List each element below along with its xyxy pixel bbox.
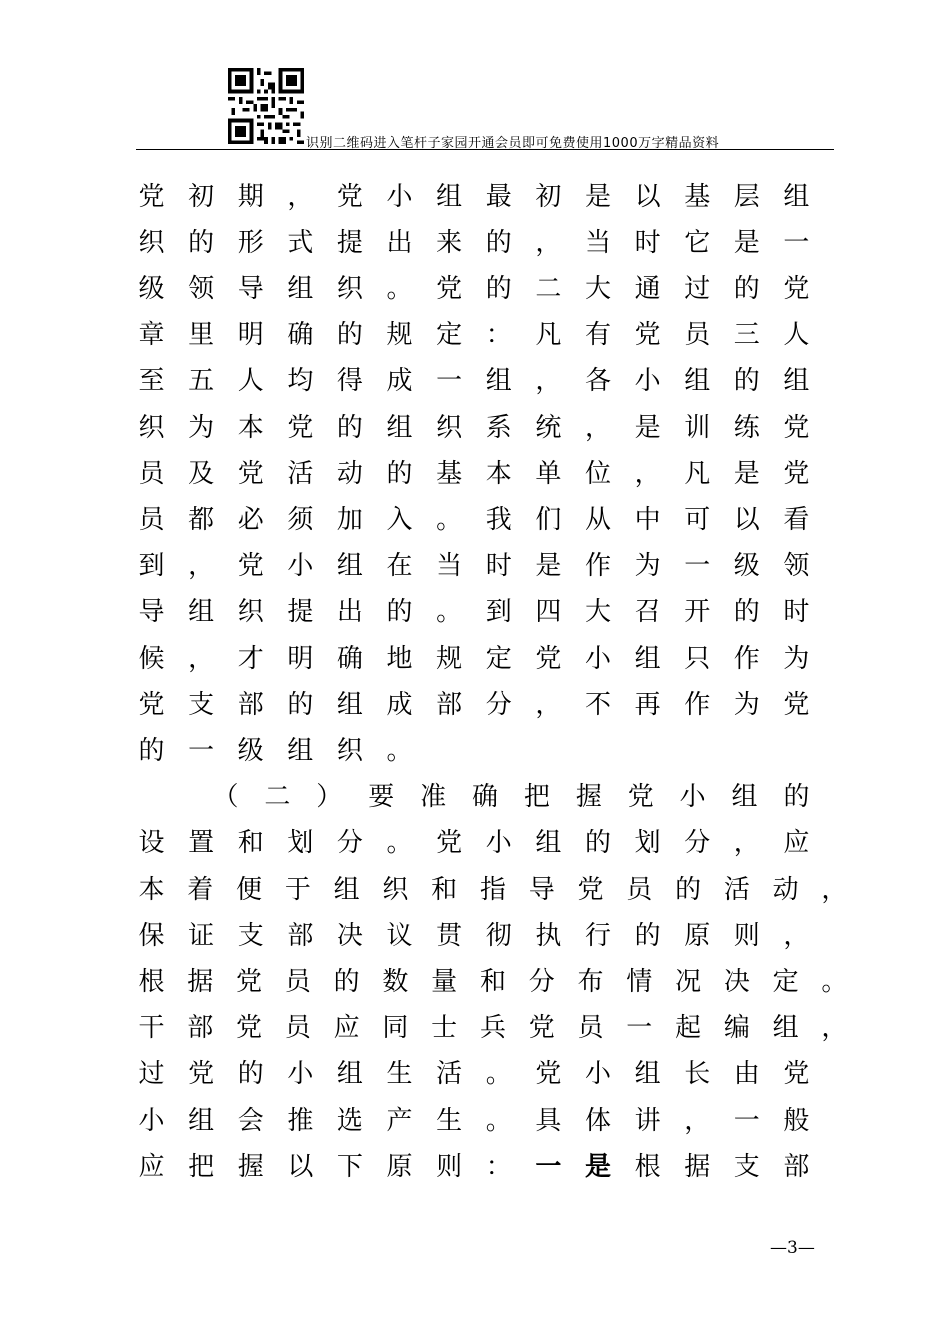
- text-line: 导 组 织 提 出 的 。 到 四 大 召 开 的 时: [138, 597, 810, 628]
- text-line: 章 里 明 确 的 规 定 ： 凡 有 党 员 三 人: [138, 320, 810, 351]
- text-line: 员 及 党 活 动 的 基 本 单 位 ， 凡 是 党: [138, 458, 810, 489]
- text-line: 织 为 本 党 的 组 织 系 统 ， 是 训 练 党: [138, 412, 810, 443]
- text-line: 应 把 握 以 下 原 则 ： 一 是 根 据 支 部: [138, 1151, 810, 1182]
- text-line: 过 党 的 小 组 生 活 。 党 小 组 长 由 党: [138, 1059, 810, 1090]
- text-line: 小 组 会 推 选 产 生 。 具 体 讲 ， 一 般: [138, 1105, 810, 1136]
- text-line: （ 二 ） 要 准 确 把 握 党 小 组 的: [212, 782, 810, 813]
- text-line: 党 支 部 的 组 成 部 分 ， 不 再 作 为 党: [138, 689, 810, 720]
- text-line: 本 着 便 于 组 织 和 指 导 党 员 的 活 动 ，: [138, 874, 848, 905]
- text-line: 的 一 级 组 织 。: [138, 735, 413, 766]
- text-line: 设 置 和 划 分 。 党 小 组 的 划 分 ， 应: [138, 828, 810, 859]
- page-number: —3—: [770, 1238, 815, 1258]
- text-line: 到 ， 党 小 组 在 当 时 是 作 为 一 级 领: [138, 551, 810, 582]
- text-line: 根 据 党 员 的 数 量 和 分 布 情 况 决 定 。: [138, 966, 848, 997]
- text-line: 干 部 党 员 应 同 士 兵 党 员 一 起 编 组 ，: [138, 1013, 848, 1044]
- text-line: 织 的 形 式 提 出 来 的 ， 当 时 它 是 一: [138, 227, 810, 258]
- header-promo-text: 识别二维码进入笔杆子家园开通会员即可免费使用1000万字精品资料: [306, 136, 720, 151]
- text-line: 候 ， 才 明 确 地 规 定 党 小 组 只 作 为: [138, 643, 810, 674]
- text-line: 保 证 支 部 决 议 贯 彻 执 行 的 原 则 ，: [138, 920, 810, 951]
- text-line: 员 都 必 须 加 入 。 我 们 从 中 可 以 看: [138, 504, 810, 535]
- text-line: 党 初 期 ， 党 小 组 最 初 是 以 基 层 组: [138, 181, 810, 212]
- text-line: 级 领 导 组 织 。 党 的 二 大 通 过 的 党: [138, 273, 810, 304]
- text-line: 至 五 人 均 得 成 一 组 ， 各 小 组 的 组: [138, 366, 810, 397]
